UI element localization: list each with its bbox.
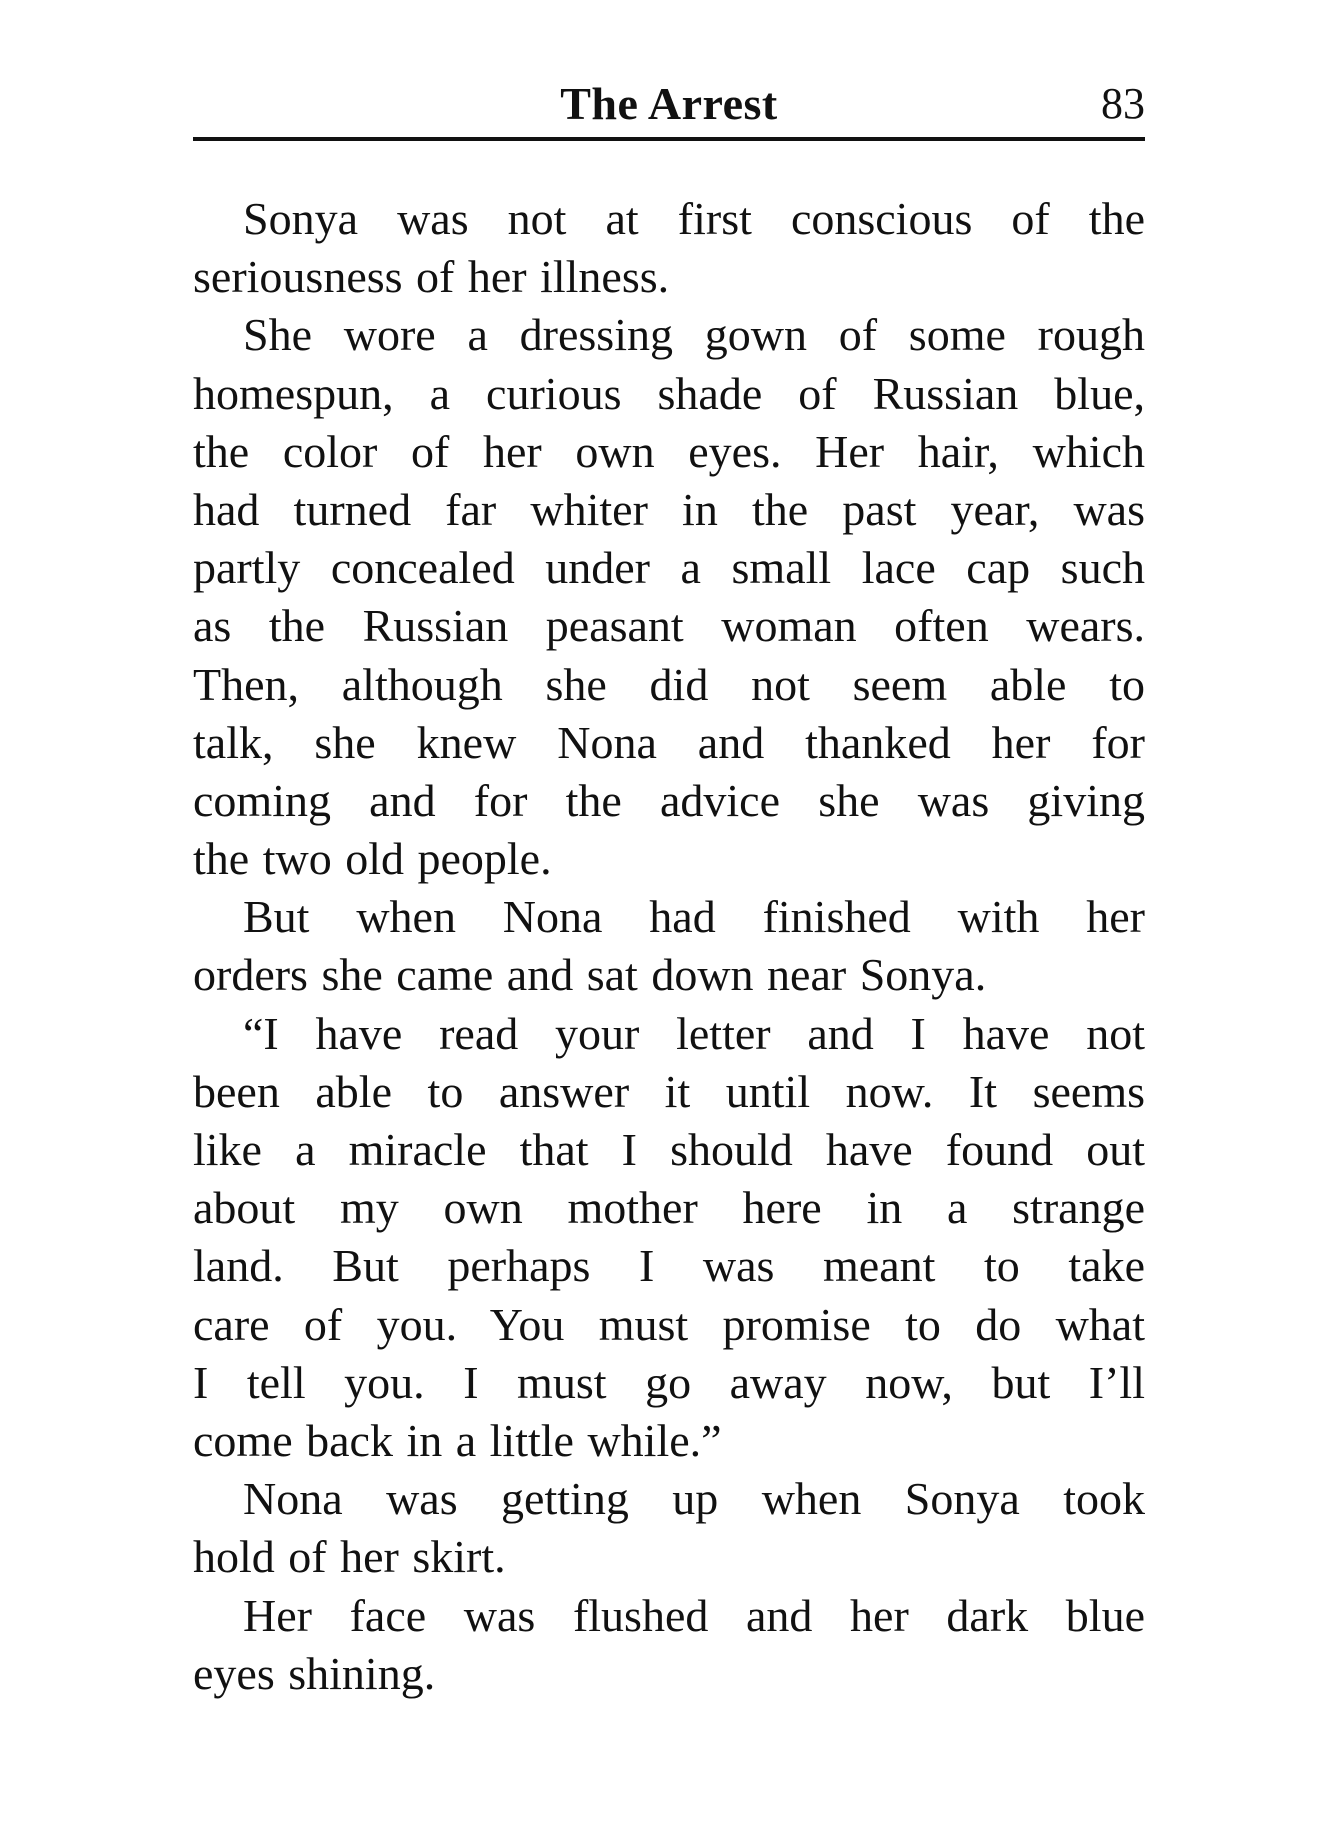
- text-line-paragraph-start: Nona was getting up when Sonya took: [243, 1473, 1145, 1525]
- text-line: seriousness of her illness.: [193, 251, 670, 303]
- text-line-paragraph-start: But when Nona had finished with her: [243, 891, 1145, 943]
- page-number: 83: [1101, 79, 1145, 128]
- text-line: land. But perhaps I was meant to take: [193, 1240, 1145, 1292]
- text-line: had turned far whiter in the past year, was: [193, 483, 1145, 535]
- text-line: about my own mother here in a strange: [193, 1182, 1145, 1234]
- text-line: homespun, a curious shade of Russian blue,: [193, 367, 1145, 419]
- text-line: eyes shining.: [193, 1647, 436, 1699]
- text-line: hold of her skirt.: [193, 1531, 506, 1583]
- text-line-paragraph-start: Her face was flushed and her dark blue: [243, 1589, 1145, 1641]
- text-line: like a miracle that I should have found out: [193, 1124, 1145, 1175]
- page-header: [193, 70, 1145, 140]
- text-line-paragraph-start: “I have read your letter and I have not: [243, 1007, 1145, 1059]
- body-text: [193, 190, 1145, 1703]
- text-line: orders she came and sat down near Sonya.: [193, 949, 987, 1001]
- text-line-paragraph-start: Sonya was not at first conscious of the: [243, 193, 1145, 244]
- text-line-paragraph-start: She wore a dressing gown of some rough: [243, 309, 1145, 361]
- text-line: Then, although she did not seem able to: [193, 658, 1145, 710]
- text-line: partly concealed under a small lace cap such: [193, 542, 1145, 594]
- text-line: the two old people.: [193, 833, 552, 885]
- text-line: coming and for the advice she was giving: [193, 774, 1145, 826]
- header-rule: [193, 137, 1145, 141]
- text-line: I tell you. I must go away now, but I’ll: [193, 1356, 1145, 1408]
- text-line: talk, she knew Nona and thanked her for: [193, 716, 1145, 768]
- text-line: been able to answer it until now. It seems: [193, 1065, 1145, 1117]
- text-line: the color of her own eyes. Her hair, which: [193, 425, 1145, 477]
- text-line: care of you. You must promise to do what: [193, 1298, 1145, 1350]
- text-line: come back in a little while.”: [193, 1414, 722, 1466]
- running-title: The Arrest: [560, 78, 778, 129]
- text-line: as the Russian peasant woman often wears.: [193, 600, 1145, 652]
